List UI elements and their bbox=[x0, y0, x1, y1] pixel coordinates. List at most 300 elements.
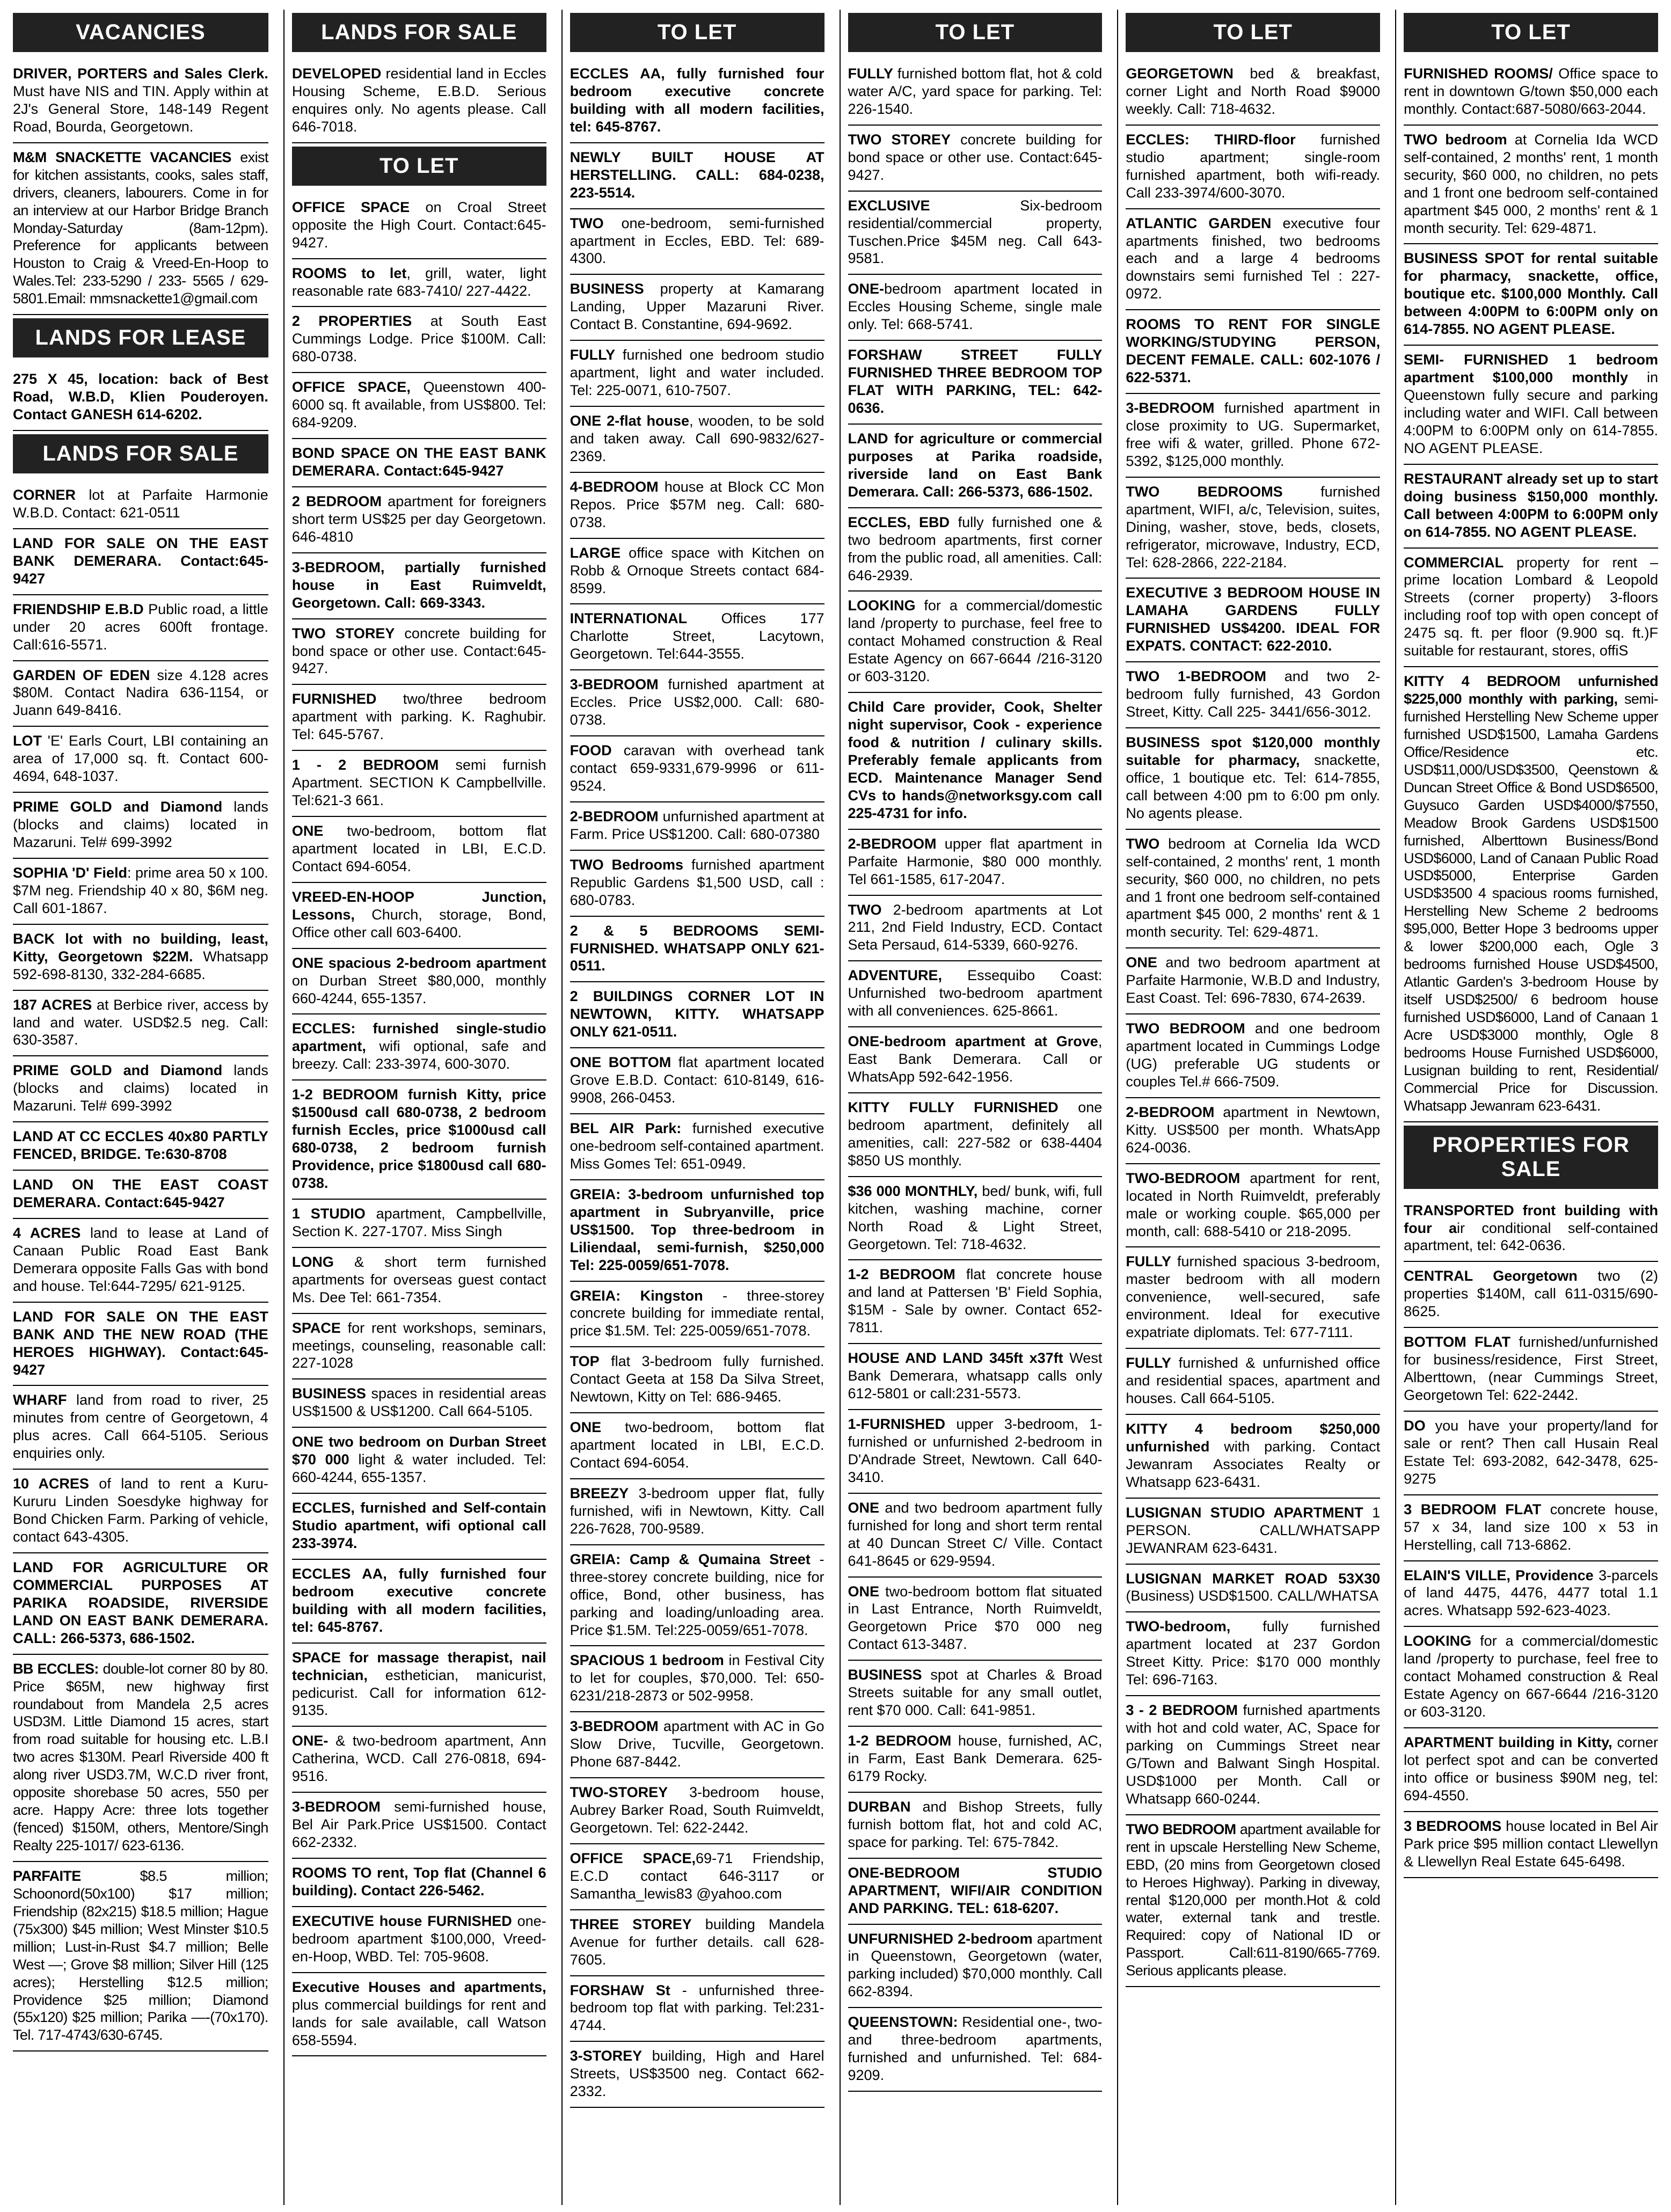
classified-ad bbox=[1126, 310, 1380, 394]
classified-ad bbox=[292, 1081, 546, 1200]
classified-ad bbox=[848, 1410, 1103, 1494]
ad-lead: LAND FOR AGRICULTURE OR COMMERCIAL PURPOSES AT PARIKA ROADSIDE, RIVERSIDE LAND ON EAST BANK DEMERARA. CALL: 266-5373, 686-1502. bbox=[13, 1559, 268, 1646]
ad-body: in Festival City to let for couples, $70,000. Tel: 650-6231/218-2873 or 502-9958. bbox=[570, 1652, 824, 1704]
classified-ad bbox=[848, 60, 1103, 126]
classified-ad bbox=[13, 1122, 268, 1171]
ad-body: lands (blocks and claims) located in Mazaruni. Tel# 699-3992 bbox=[13, 1062, 268, 1114]
ad-lead: ROOMS to let bbox=[291, 265, 407, 281]
ad-lead: HOUSE AND LAND 345ft x37ft bbox=[848, 1350, 1063, 1367]
ad-lead: BEL AIR Park: bbox=[570, 1120, 682, 1136]
ad-body: Queenstown 400-6000 sq. ft available, from US$800. Tel: 684-9209. bbox=[291, 379, 546, 431]
classified-ad bbox=[1404, 549, 1658, 668]
ad-lead: ONE spacious 2-bedroom apartment bbox=[291, 954, 546, 971]
ad-body: land to lease at Land of Canaan Public Road East Bank Demerara opposite Falls Gas with bond and house. Tel:644-7295/ 621-9125. bbox=[13, 1224, 268, 1294]
ad-lead: FULLY bbox=[848, 65, 894, 82]
ad-body: property for rent – prime location Lombard & Leopold Streets (corner property) 3-floors including roof top with open concept of 2475 sq. ft. per floor (9.900 sq. ft.)F suitable for restaurant, stores, offiS bbox=[1404, 554, 1658, 659]
classified-ad bbox=[1126, 1164, 1380, 1248]
classified-ad bbox=[292, 373, 546, 439]
classified-ad bbox=[570, 670, 824, 736]
ad-body: and two 2-bedroom fully furnished, 43 Gordon Street, Kitty. Call 225- 3441/656-3012. bbox=[1126, 668, 1381, 720]
ad-lead: ECCLES: THIRD-floor bbox=[1126, 131, 1296, 148]
ad-body: upper 3-bedroom, 1-furnished or unfurnished 2-bedroom in D'Andrade Street, Newtown. Call 640-3410. bbox=[848, 1416, 1103, 1485]
classified-ad bbox=[292, 1727, 546, 1793]
ad-lead: 1 STUDIO bbox=[291, 1205, 366, 1222]
ad-body: apartment in Newtown, Kitty. US$500 per month. WhatsApp 624-0036. bbox=[1126, 1104, 1381, 1156]
ad-lead: ONE 2-flat house bbox=[570, 413, 690, 429]
ad-lead: 1-FURNISHED bbox=[848, 1416, 946, 1432]
classified-ad bbox=[1126, 60, 1380, 126]
ad-lead: RESTAURANT already set up to start doing business $150,000 monthly. bbox=[1404, 470, 1658, 505]
classified-ad bbox=[848, 1793, 1103, 1859]
ad-lead: ECCLES: furnished single-studio apartment, bbox=[291, 1020, 546, 1055]
classified-ad bbox=[570, 60, 824, 143]
classified-ad bbox=[292, 487, 546, 553]
ad-lead: 3-BEDROOM, partially furnished house in East Ruimveldt, Georgetown. Call: 669-3343. bbox=[291, 559, 546, 611]
classified-ad bbox=[1404, 465, 1658, 549]
ad-lead: M&M SNACKETTE VACANCIES bbox=[13, 149, 231, 165]
ad-body: - three-storey concrete building, nice for office, Bond, other business, has parking and loading/unloading area. Price $1.5M. Tel:225-0059/651-7078. bbox=[570, 1551, 824, 1638]
ad-body: and two bedroom apartment at Parfaite Harmonie, W.B.D and Industry, East Coast. Tel: 696-7830, 674-2639. bbox=[1126, 954, 1381, 1006]
ad-lead: ADVENTURE, bbox=[848, 967, 943, 984]
classified-ad bbox=[570, 1778, 824, 1844]
classified-ad bbox=[1126, 1815, 1380, 1987]
classified-ad bbox=[13, 481, 268, 529]
ad-body: unfurnished apartment at Farm. Price US$1200. Call: 680-07380 bbox=[570, 808, 824, 842]
ad-lead: ONE bbox=[848, 1583, 880, 1600]
classified-ad bbox=[570, 143, 824, 209]
classified-ad bbox=[848, 1027, 1103, 1093]
classified-ad bbox=[13, 991, 268, 1057]
ad-lead: ECCLES, furnished and Self-contain Studio apartment, wifi optional call 233-3974. bbox=[291, 1500, 546, 1551]
classified-ad bbox=[570, 982, 824, 1048]
ad-lead: TWO BEDROOMS bbox=[1126, 483, 1283, 500]
classified-ad bbox=[570, 1545, 824, 1647]
ad-body: one-bedroom, semi-furnished apartment in Eccles, EBD. Tel: 689-4300. bbox=[570, 215, 824, 267]
ad-lead: INTERNATIONAL bbox=[570, 610, 688, 627]
column-1 bbox=[5, 10, 276, 2205]
ad-lead: GREIA: Camp & Qumaina Street bbox=[570, 1551, 811, 1567]
classified-ad bbox=[1404, 1561, 1658, 1627]
classified-ad bbox=[13, 727, 268, 793]
ad-body: light & water included. Tel: 660-4244, 655-1357. bbox=[291, 1451, 546, 1486]
classified-ad bbox=[292, 949, 546, 1015]
ad-lead: COMMERCIAL bbox=[1404, 554, 1504, 571]
classified-ad bbox=[848, 192, 1103, 275]
ad-lead: SOPHIA 'D' Field bbox=[13, 864, 127, 881]
classified-ad bbox=[13, 661, 268, 727]
classified-ad bbox=[570, 802, 824, 851]
ad-lead: 3-BEDROOM bbox=[570, 1718, 659, 1735]
ad-lead: BACK lot with no building, least, Kitty, Georgetown $22M. bbox=[13, 930, 268, 965]
ad-body: semi-furnished house, Bel Air Park.Price US$1500. Contact 662-2332. bbox=[291, 1799, 546, 1851]
section-heading: TO LET bbox=[292, 147, 546, 186]
classified-ad bbox=[1126, 1415, 1380, 1499]
ad-lead: ELAIN'S VILLE, Providence bbox=[1404, 1567, 1594, 1583]
ad-lead: SPACE for massage therapist, nail technician, bbox=[291, 1649, 546, 1683]
ad-body: & short term furnished apartments for overseas guest contact Ms. Dee Tel: 661-7354. bbox=[291, 1253, 546, 1305]
ad-body: at South East Cummings Lodge. Price $100M. Call: 680-0738. bbox=[291, 313, 546, 365]
classified-ad bbox=[292, 1379, 546, 1428]
classified-ad bbox=[848, 1494, 1103, 1578]
ad-lead: ONE bbox=[848, 1499, 880, 1516]
classified-ad bbox=[570, 1646, 824, 1712]
ad-body: furnished bottom flat, hot & cold water A/C, yard space for parking. Tel: 226-1540. bbox=[848, 65, 1103, 117]
ad-body: apartment in Queenstown, Georgetown (water, parking included) $70,000 monthly. Call 662-8394. bbox=[848, 1930, 1103, 2000]
ad-body: for a commercial/domestic land /property to purchase, feel free to contact Mohamed construction & Real Estate Agency on 667-6644 /216-3120 or 603-3120. bbox=[848, 597, 1103, 685]
ad-body: furnished & unfurnished office and residential spaces, apartment and houses. Call 664-5105. bbox=[1126, 1355, 1381, 1406]
ad-body: furnished apartment in close proximity to UG. Supermarket, free wifi & water, grilled. Phone 672-5392, $125,000 monthly. bbox=[1126, 400, 1381, 469]
ad-lead: CENTRAL Georgetown bbox=[1404, 1268, 1578, 1284]
classified-ad bbox=[292, 817, 546, 883]
ad-body: at Cornelia Ida WCD self-contained, 2 months' rent, 1 month security, $60 000, no children, no pets and 1 front one bedroom self-contained apartment $45 000, 2 months' rent & 1 month security. Tel: 629-4871. bbox=[1404, 131, 1659, 236]
classified-ad bbox=[1404, 1328, 1658, 1412]
ad-lead: GARDEN OF EDEN bbox=[13, 667, 150, 683]
section-heading: TO LET bbox=[1404, 13, 1658, 52]
classified-ad bbox=[848, 275, 1103, 341]
classified-ad bbox=[1126, 126, 1380, 209]
classified-ad bbox=[1126, 948, 1380, 1014]
ad-lead: GREIA: Kingston bbox=[570, 1287, 703, 1304]
ad-body: , East Bank Demerara. Call or WhatsApp 592-642-1956. bbox=[848, 1033, 1103, 1085]
ad-lead: BUSINESS spot $120,000 monthly suitable for pharmacy, bbox=[1126, 734, 1381, 768]
column-6 bbox=[1395, 10, 1666, 2205]
ad-lead: KITTY 4 bedroom $250,000 unfurnished bbox=[1126, 1420, 1381, 1455]
ad-lead: 4 ACRES bbox=[13, 1224, 81, 1241]
classified-ad bbox=[848, 1260, 1103, 1344]
ad-lead: FORSHAW St bbox=[570, 1982, 670, 1998]
ad-body: Whatsapp 592-698-8130, 332-284-6685. bbox=[13, 948, 268, 982]
classified-ad bbox=[292, 1494, 546, 1560]
ad-lead: 275 X 45, location: back of Best Road, W.B.D, Klien Pouderoyen. Contact GANESH 614-6202. bbox=[13, 371, 268, 423]
ad-lead: TWO BEDROOM bbox=[1126, 1821, 1236, 1837]
classified-ad bbox=[1126, 1349, 1380, 1415]
ad-lead: BUSINESS bbox=[848, 1667, 922, 1683]
ad-lead: 2 & 5 BEDROOMS SEMI-FURNISHED. WHATSAPP ONLY 621-0511. bbox=[570, 922, 824, 974]
ad-lead: SEMI- FURNISHED 1 bedroom apartment $100,000 monthly bbox=[1404, 352, 1658, 386]
ad-lead: SPACE bbox=[291, 1319, 341, 1336]
classified-ad bbox=[1126, 1098, 1380, 1164]
ad-lead: WHARF bbox=[13, 1392, 67, 1408]
ad-body: 2-bedroom apartments at Lot 211, 2nd Field Industry, ECD. Contact Seta Persaud, 614-5339, 660-9276. bbox=[848, 901, 1103, 953]
ad-lead: ONE BOTTOM bbox=[570, 1054, 672, 1071]
ad-lead: 3-STOREY bbox=[570, 2048, 643, 2064]
section-heading: TO LET bbox=[570, 13, 824, 52]
ad-lead: 2-BEDROOM bbox=[848, 835, 937, 852]
classified-ad bbox=[570, 1910, 824, 1976]
classified-ad bbox=[848, 1859, 1103, 1925]
ad-body: Office space to rent in downtown G/town $50,000 each monthly. Contact:687-5080/663-2044. bbox=[1404, 65, 1658, 117]
ad-lead: PRIME GOLD and Diamond bbox=[13, 1062, 223, 1079]
ad-body: lands (blocks and claims) located in Mazaruni. Tel# 699-3992 bbox=[13, 799, 268, 850]
ad-body: at Berbice river, access by land and water. USD$2.5 neg. Call: 630-3587. bbox=[13, 996, 268, 1048]
ad-lead: Child Care provider, Cook, Shelter night supervisor, Cook - experience food & nutrition / culinary skills. Preferably female applicants from ECD. bbox=[848, 699, 1103, 786]
ad-lead: 2 PROPERTIES bbox=[291, 313, 412, 330]
ad-lead: TWO-BEDROOM bbox=[1126, 1170, 1241, 1186]
ad-body: (Business) USD$1500. CALL/WHATSA bbox=[1126, 1588, 1378, 1604]
section-heading: TO LET bbox=[848, 13, 1103, 52]
classified-ad bbox=[1404, 60, 1658, 126]
ad-lead: 1 - 2 BEDROOM bbox=[291, 757, 439, 773]
classified-ad bbox=[848, 592, 1103, 693]
ad-body: apartment for foreigners short term US$25 per day Georgetown. 646-4810 bbox=[291, 493, 546, 545]
classified-ad bbox=[848, 693, 1103, 830]
ad-lead: TWO bedroom bbox=[1404, 131, 1507, 148]
classified-ad bbox=[1126, 1247, 1380, 1349]
classified-ad bbox=[1404, 667, 1658, 1122]
classified-ad bbox=[570, 2042, 824, 2108]
ad-lead: FULLY bbox=[1126, 1253, 1171, 1270]
classified-ad bbox=[1404, 244, 1658, 346]
classified-ad bbox=[13, 529, 268, 595]
ad-lead: BREEZY bbox=[570, 1485, 629, 1501]
column-3 bbox=[561, 10, 832, 2205]
ad-lead: DEVELOPED bbox=[291, 65, 382, 82]
ad-body: double-lot corner 80 by 80. Price $65M, new highway first roundabout from Mandela 2,5 acres USD3M. Little Diamond 15 acres, start from road suitable for housing etc. L.B.I two acres $130M. Pearl Riverside 400 ft along river USD3.7M, W.C.D river front, opposite shorebase 50 acres, 550 per acre. Happy Acre: three lots together (fenced) $150M, others, Mentore/Singh Realty 225-1017/ 623-6136. bbox=[13, 1660, 268, 1853]
classified-ad bbox=[1126, 1499, 1380, 1565]
classified-ad bbox=[570, 604, 824, 670]
ad-lead: KITTY 4 BEDROOM unfurnished $225,000 monthly with parking, bbox=[1404, 673, 1658, 707]
classified-ad bbox=[570, 275, 824, 341]
classified-ad bbox=[570, 539, 824, 605]
ad-lead: 3-BEDROOM bbox=[1126, 400, 1215, 416]
ad-lead: FULLY bbox=[1126, 1355, 1171, 1371]
ad-body: building, High and Harel Streets, US$3500 neg. Contact 662-2332. bbox=[570, 2048, 824, 2100]
ad-body: apartment with AC in Go Slow Drive, Tucville, Georgetown. Phone 687-8442. bbox=[570, 1718, 824, 1770]
ad-lead: 2-BEDROOM bbox=[1126, 1104, 1215, 1120]
classified-ad bbox=[848, 126, 1103, 192]
classified-ad bbox=[292, 259, 546, 308]
classified-ad bbox=[13, 1303, 268, 1386]
ad-lead: ONE two bedroom on Durban Street $70 000 bbox=[291, 1434, 546, 1468]
ad-body: exist for kitchen assistants, cooks, sales staff, drivers, cleaners, labourers. Come in for an interview at our Harbor Bridge Branch Monday-Saturday (8am-12pm). Preference for applicants between Houston to Craig & Vreed-En-Hoop to Wales.Tel: 233-5290 / 233- 5565 / 629-5801.Email: mmsnackette1@gmail.com bbox=[13, 149, 268, 307]
ad-body: upper flat apartment in Parfaite Harmonie, $80 000 monthly. Tel 661-1585, 617-2047. bbox=[848, 835, 1103, 887]
classified-ad bbox=[1126, 579, 1380, 662]
classified-ad bbox=[570, 851, 824, 917]
ad-body: wifi optional, safe and breezy. Call: 233-3974, 600-3070. bbox=[291, 1038, 546, 1072]
ad-body: size 4.128 acres $80M. Contact Nadira 636-1154, or Juann 649-8416. bbox=[13, 667, 268, 719]
ad-lead: UNFURNISHED 2-bedroom bbox=[848, 1930, 1033, 1947]
ad-lead: 2-BEDROOM bbox=[570, 808, 659, 824]
ad-lead: LAND FOR SALE ON THE EAST BANK DEMERARA. Contact:645-9427 bbox=[13, 535, 268, 587]
classified-ad bbox=[13, 925, 268, 991]
classified-ad bbox=[292, 1907, 546, 1973]
ad-body: you have your property/land for sale or rent? Then call Husain Real Estate Tel: 693-2082, 642-3478, 625-9275 bbox=[1404, 1417, 1658, 1487]
ad-lead: Executive Houses and apartments, bbox=[291, 1979, 546, 1995]
ad-body: semi-furnished Herstelling New Scheme upper furnished USD$1500, Lamaha Gardens Office/Residence etc. USD$11,000/USD$3500, Qeenstown & Duncan Street Office & Bond USD$6500, Guysuco Garden USD$4000/$7550, Meadow Brook Gardens USD$1500 furnished, Alberttown Business/Bond USD$6000, Land of Canaan Public Road USD$5000, Enterprise Garden USD$3500 4 spacious rooms furnished, Herstelling New Scheme 2 bedrooms $95,000, Better Hope 3 bedrooms upper & lower $200,000 each, Ogle 3 bedrooms furnished House USD$4500, Atlantic Garden's 3-bedroom House by itself USD$2500/ 6 bedroom house furnished USD$6000, Land of Canaan 1 Acre USD$3000 monthly, Ogle 8 bedrooms House Furnished USD$6000, Lusignan building to rent, Residential/ Commercial Price for Discussion. Whatsapp Jewanram 623-6431. bbox=[1404, 691, 1658, 1114]
ad-body: flat apartment located Grove E.B.D. Contact: 610-8149, 616-9908, 266-0453. bbox=[570, 1054, 824, 1106]
ad-body: building Mandela Avenue for further details. call 628-7605. bbox=[570, 1916, 824, 1968]
ad-lead: 4-BEDROOM bbox=[570, 478, 659, 495]
ad-body: bedroom at Cornelia Ida WCD self-contained, 2 months' rent, 1 month security, $60 000, no children, no pets and 1 front one bedroom self-contained apartment $45 000, 2 months' rent & 1 month security. Tel: 629-4871. bbox=[1126, 835, 1381, 940]
classified-ad bbox=[848, 1727, 1103, 1793]
ad-lead: LONG bbox=[291, 1253, 334, 1270]
ad-lead: ONE- bbox=[291, 1733, 329, 1749]
ad-lead: LAND AT CC ECCLES 40x80 PARTLY FENCED, BRIDGE. Te:630-8708 bbox=[13, 1128, 268, 1163]
ad-lead: ONE bbox=[570, 1419, 602, 1436]
ad-body: - three-storey concrete building for immediate rental, price $1.5M. Tel: 225-0059/651-7078. bbox=[570, 1287, 824, 1339]
classified-ad bbox=[848, 1925, 1103, 2009]
ad-body: lot at Parfaite Harmonie W.B.D. Contact: 621-0511 bbox=[13, 487, 268, 521]
classified-ad bbox=[1126, 209, 1380, 311]
ad-body: Essequibo Coast: Unfurnished two-bedroom apartment with all conveniences. 625-8661. bbox=[848, 967, 1103, 1019]
ad-body: 3-bedroom upper flat, fully furnished, wifi in Newtown, Kitty. Call 226-7628, 700-9589. bbox=[570, 1485, 824, 1537]
ad-lead: LAND for agriculture or commercial purposes at Parika roadside, bbox=[848, 430, 1103, 464]
ad-lead: LAND FOR SALE ON THE EAST BANK AND THE NEW ROAD (THE HEROES HIGHWAY). Contact:645-9427 bbox=[13, 1308, 268, 1378]
column-2 bbox=[283, 10, 554, 2205]
classified-ad bbox=[13, 1056, 268, 1122]
ad-body: furnished studio apartment; single-room furnished apartment, both wifi-ready. Call 233-3974/600-3070. bbox=[1126, 131, 1381, 201]
ad-lead: 3-BEDROOM bbox=[570, 676, 659, 693]
classified-ad bbox=[292, 439, 546, 487]
classified-ad bbox=[1404, 1728, 1658, 1812]
ad-body: fully furnished apartment located at 237 Gordon Street Kitty. Price: $170 000 monthly Tel: 696-7163. bbox=[1126, 1618, 1381, 1688]
classified-ad bbox=[1126, 1612, 1380, 1696]
ad-lead: BUSINESS bbox=[570, 281, 644, 297]
ad-body: plus commercial buildings for rent and lands for sale available, call Watson 658-5594. bbox=[291, 1996, 546, 2048]
classified-ad bbox=[292, 1314, 546, 1380]
classified-ad bbox=[292, 883, 546, 949]
ad-lead: TWO-STOREY bbox=[570, 1784, 668, 1801]
ad-body: 'E' Earls Court, LBI containing an area of 17,000 sq. ft. Contact 600-4694, 648-1037. bbox=[13, 733, 268, 785]
ad-body: Church, storage, Bond, Office other call 603-6400. bbox=[291, 906, 546, 940]
classified-ad bbox=[13, 1470, 268, 1553]
ad-lead: ONE-BEDROOM STUDIO APARTMENT, WIFI/AIR CONDITION AND PARKING. TEL: 618-6207. bbox=[848, 1864, 1103, 1916]
ad-body: corner lot perfect spot and can be converted into office or business $90M neg, tel: 694-4550. bbox=[1404, 1734, 1658, 1804]
ad-lead: BB ECCLES: bbox=[13, 1660, 99, 1677]
ad-body: 69-71 Friendship, E.C.D contact 646-3117 or Samantha_lewis83 @yahoo.com bbox=[570, 1850, 824, 1902]
ad-lead: DURBAN bbox=[848, 1798, 911, 1815]
classified-ad bbox=[848, 508, 1103, 592]
classified-ad bbox=[570, 1479, 824, 1545]
ad-lead: OFFICE SPACE bbox=[291, 199, 410, 215]
classified-ad bbox=[292, 619, 546, 685]
ad-body: $8.5 million; Schoonord(50x100) $17 million; Friendship (82x215) $18.5 million; Hague (75x300) $45 million; West Minster $10.5 million; Lust-in-Rust $4.7 million; Belle West —; Grove $8 million; Silver Hill (125 acres); Herstelling $12.5 million; Providence $25 million; Diamond (55x120) $25 million; Parika —-(70x170). Tel. 717-4743/630-6745. bbox=[13, 1867, 268, 2043]
ad-lead: NEWLY BUILT HOUSE AT HERSTELLING. CALL: 684-0238, 223-5514. bbox=[570, 149, 824, 201]
classified-ad bbox=[848, 961, 1103, 1027]
classified-ad bbox=[570, 407, 824, 473]
ad-lead: EXECUTIVE 3 BEDROOM HOUSE IN LAMAHA GARDENS FULLY FURNISHED US$4200. IDEAL FOR EXPATS. CONTACT: 622-2010. bbox=[1126, 585, 1381, 654]
ad-lead: CORNER bbox=[13, 487, 76, 503]
ad-lead: FRIENDSHIP E.B.D bbox=[13, 601, 144, 617]
ad-body: bed/ bunk, wifi, full kitchen, washing machine, corner North Road & Light Street, Georgetown. Tel: 718-4632. bbox=[848, 1182, 1103, 1252]
classified-ad bbox=[848, 896, 1103, 962]
ad-lead: EXECUTIVE house FURNISHED bbox=[291, 1912, 512, 1929]
classified-ad bbox=[570, 1347, 824, 1413]
ad-lead: LARGE bbox=[570, 544, 621, 561]
classified-ad bbox=[1404, 346, 1658, 465]
ad-lead: PRIME GOLD and Diamond bbox=[13, 799, 223, 815]
classified-ad bbox=[570, 1180, 824, 1282]
ad-lead: SPACIOUS 1 bedroom bbox=[570, 1652, 724, 1669]
classified-ad bbox=[292, 685, 546, 751]
ad-body: furnished spacious 3-bedroom, master bedroom with all modern convenience, well-secured, safe environment. Ideal for executive expatriate diplomats. Tel: 677-7111. bbox=[1126, 1253, 1381, 1341]
classified-ad bbox=[292, 553, 546, 619]
ad-body: : prime area 50 x 100. $7M neg. Friendship 40 x 80, $6M neg. Call 601-1867. bbox=[13, 864, 268, 916]
classified-ad bbox=[292, 193, 546, 259]
ad-lead: VREED-EN-HOOP Junction, Lessons, bbox=[291, 888, 546, 923]
ad-lead: LAND ON THE EAST COAST DEMERARA. Contact:645-9427 bbox=[13, 1177, 268, 1210]
ad-body: on Durban Street $80,000, monthly 660-4244, 655-1357. bbox=[291, 972, 546, 1006]
classified-ad bbox=[292, 1859, 546, 1907]
ad-lead: FURNISHED bbox=[291, 691, 377, 707]
ad-body: ir conditional self-contained apartment, tel: 642-0636. bbox=[1404, 1220, 1658, 1254]
ad-body: one bedroom apartment, definitely all amenities, call: 227-582 or 638-4404 $850 US monthly. bbox=[848, 1099, 1103, 1169]
classified-ad bbox=[1404, 126, 1658, 245]
ad-body: apartment available for rent in upscale Herstelling New Scheme, EBD, (20 mins from Georgetown closed to Heroes Highway). Parking in diveway, rental $120,000 per month.Hot & cold water, external tank and trestle. Required: copy of National ID or Passport. Call:611-8190/665-7769. Serious applicants please. bbox=[1126, 1821, 1381, 1979]
ad-body: riverside land on East Bank Demerara. Call: 266-5373, 686-1502. bbox=[848, 465, 1103, 500]
classified-ad bbox=[13, 1862, 268, 2052]
ad-lead: LUSIGNAN MARKET ROAD 53X30 bbox=[1126, 1570, 1381, 1587]
ad-body: 3-parcels of land 4475, 4476, 4477 total 1.1 acres. Whatsapp 592-623-4023. bbox=[1404, 1567, 1658, 1619]
ad-lead: FULLY bbox=[570, 347, 616, 363]
ad-lead: EXCLUSIVE bbox=[848, 197, 930, 214]
classified-ad bbox=[1126, 1565, 1380, 1613]
classified-ad bbox=[1404, 1196, 1658, 1262]
ad-body: caravan with overhead tank contact 659-9331,679-9996 or 611-9524. bbox=[570, 742, 824, 794]
classified-ad bbox=[13, 1655, 268, 1862]
ad-lead: TWO bbox=[1126, 835, 1160, 852]
ad-body: two/three bedroom apartment with parking. K. Raghubir. Tel: 645-5767. bbox=[291, 691, 546, 743]
ad-lead: BOND SPACE ON THE EAST BANK DEMERARA. Contact:645-9427 bbox=[291, 445, 546, 479]
ad-body: 3-bedroom house, Aubrey Barker Road, South Ruimveldt, Georgetown. Tel: 622-2442. bbox=[570, 1784, 824, 1836]
column-4 bbox=[840, 10, 1110, 2205]
ad-lead: 187 ACRES bbox=[13, 996, 92, 1013]
classified-ad bbox=[1404, 1495, 1658, 1561]
ad-lead: TWO 1-BEDROOM bbox=[1126, 668, 1267, 685]
ad-lead: 3 BEDROOM FLAT bbox=[1404, 1501, 1542, 1517]
classified-ad bbox=[570, 473, 824, 539]
ad-lead: TWO-bedroom, bbox=[1126, 1618, 1231, 1635]
ad-body: house, furnished, AC, in Farm, East Bank Demerara. 625-6179 Rocky. bbox=[848, 1733, 1103, 1784]
ad-lead: 3-BEDROOM bbox=[291, 1799, 381, 1815]
ad-lead: LOOKING bbox=[848, 597, 916, 614]
ad-lead: THREE STOREY bbox=[570, 1916, 692, 1932]
classified-ad bbox=[570, 1976, 824, 2042]
classified-ad bbox=[570, 1048, 824, 1114]
section-heading: LANDS FOR LEASE bbox=[13, 318, 268, 357]
ad-body: spot at Charles & Broad Streets suitable for any small outlet, rent $70 000. Call: 641-9851. bbox=[848, 1667, 1103, 1719]
ad-body: furnished one bedroom studio apartment, light and water included. Tel: 225-0071, 610-7507. bbox=[570, 347, 824, 399]
classified-ad bbox=[13, 1553, 268, 1655]
ad-body: house located in Bel Air Park price $95 million contact Llewellyn & Llewellyn Real Estate 645-6498. bbox=[1404, 1817, 1658, 1870]
classified-ad bbox=[848, 1177, 1103, 1261]
ad-body: spaces in residential areas US$1500 & US$1200. Call 664-5105. bbox=[291, 1385, 546, 1420]
ad-lead: LOT bbox=[13, 733, 42, 749]
ad-body: apartment for rent, located in North Ruimveldt, preferably male or working couple. $65,000 per month, call: 688-5410 or 218-2095. bbox=[1126, 1170, 1381, 1239]
ad-body: for a commercial/domestic land /property to purchase, feel free to contact Mohamed construction & Real Estate Agency on 667-6644 /216-3120 or 603-3120. bbox=[1404, 1633, 1658, 1720]
classified-ad bbox=[292, 1200, 546, 1248]
ad-body: snackette, office, 1 boutique etc. Tel: 614-7855, call between 4:00 pm to 6:00 pm only. No agents please. bbox=[1126, 751, 1381, 821]
classified-ad bbox=[13, 595, 268, 661]
ad-body: and two bedroom apartment fully furnished for long and short term rental at 40 Duncan Street C/ Ville. Contact 641-8645 or 629-9594. bbox=[848, 1499, 1103, 1569]
ad-body: two-bedroom bottom flat situated in Last Entrance, North Ruimveldt, Georgetown Price $70 000 neg Contact 613-3487. bbox=[848, 1583, 1103, 1653]
classified-ad bbox=[292, 1248, 546, 1314]
ad-lead: QUEENSTOWN: bbox=[848, 2014, 958, 2031]
ad-body: Top three-bedroom in Liliendaal, semi-furnish, $250,000 Tel: 225-0059/651-7078. bbox=[570, 1221, 824, 1273]
ad-lead: GREIA: 3-bedroom unfurnished top apartment in Subryanville, price US$1500. bbox=[570, 1186, 824, 1238]
ad-lead: 2 BEDROOM bbox=[291, 493, 382, 509]
ad-body: office space with Kitchen on Robb & Ornoque Streets contact 684-8599. bbox=[570, 544, 824, 596]
ad-lead: TWO STOREY bbox=[848, 131, 951, 148]
section-heading: LANDS FOR SALE bbox=[292, 13, 546, 52]
classified-ad bbox=[570, 736, 824, 802]
classified-ad bbox=[570, 209, 824, 275]
section-heading: LANDS FOR SALE bbox=[13, 434, 268, 473]
ad-lead: $36 000 MONTHLY, bbox=[848, 1182, 978, 1199]
ad-lead: LOOKING bbox=[1404, 1633, 1472, 1649]
classified-ad bbox=[848, 341, 1103, 425]
classified-ad bbox=[570, 1413, 824, 1479]
